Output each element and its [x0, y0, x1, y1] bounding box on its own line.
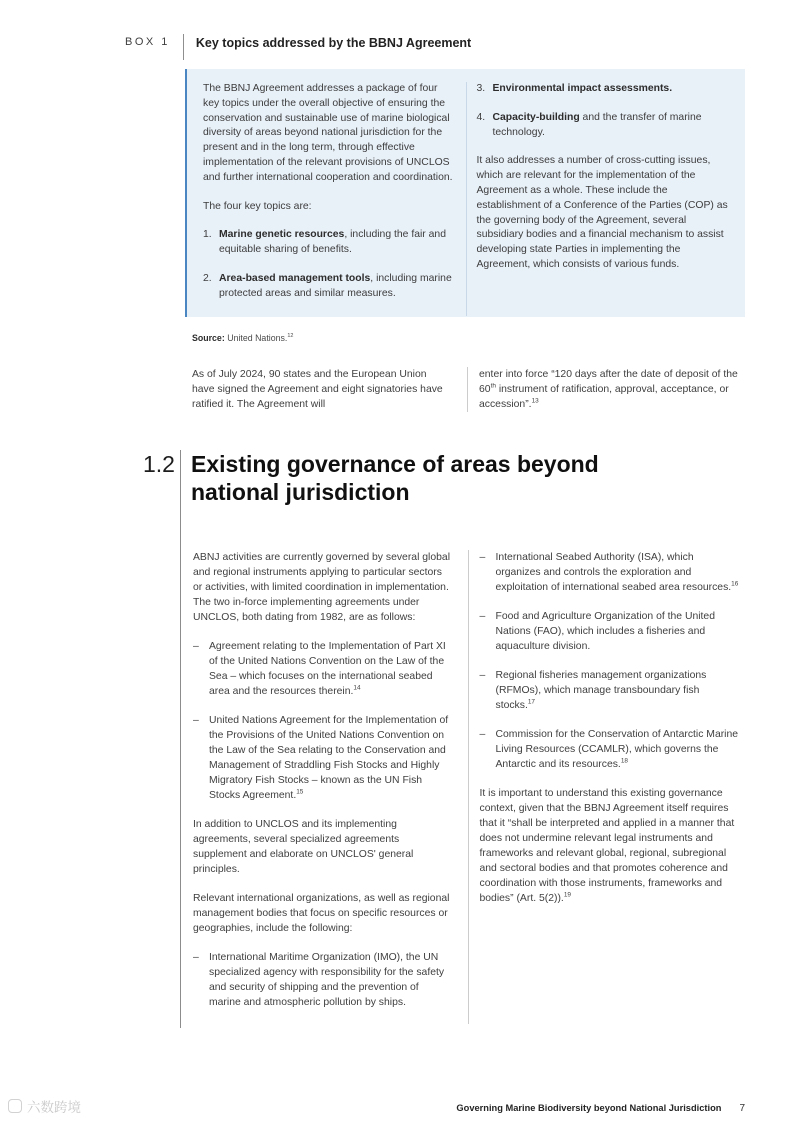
box1-left-column — [193, 82, 466, 316]
list-item-text — [209, 950, 452, 1010]
box1-header — [125, 0, 745, 60]
list-marker: – — [193, 714, 199, 726]
text-run: , including marine protected areas and similar measures. — [219, 272, 452, 299]
box1-header-divider — [183, 34, 184, 60]
reference-superscript: th — [490, 382, 496, 390]
dash-list-item — [480, 550, 742, 595]
box1-label: BOX 1 — [125, 36, 170, 48]
text-run: Regional fisheries management organizations (RFMOs), which manage transboundary fish stocks. — [495, 669, 707, 711]
bold-text: Marine genetic resources — [219, 229, 345, 241]
box1-title: Key topics addressed by the BBNJ Agreement — [195, 36, 472, 50]
bold-text: Capacity-building — [492, 111, 580, 123]
text-run: and the transfer of marine technology. — [492, 111, 702, 138]
reference-superscript: 14 — [353, 684, 361, 692]
text-run: International Seabed Authority (ISA), which organizes and controls the exploration and exploitation of international seabed area resources. — [495, 551, 732, 593]
page-footer — [456, 1103, 745, 1114]
list-marker: – — [193, 951, 199, 963]
reference-superscript: 15 — [296, 788, 304, 796]
section-body — [181, 550, 745, 1028]
box1-source — [192, 333, 745, 343]
status-left-column — [185, 367, 467, 412]
list-marker: – — [479, 610, 486, 622]
paragraph — [203, 200, 456, 215]
section-1-2 — [143, 450, 745, 1028]
list-item-text — [219, 272, 456, 302]
paragraph — [192, 367, 451, 412]
reference-superscript: 19 — [563, 891, 571, 899]
paragraph — [193, 550, 452, 625]
dash-list-item — [193, 639, 452, 699]
watermark — [8, 1096, 81, 1116]
list-marker: 1. — [203, 229, 212, 241]
dash-list-item — [193, 950, 452, 1010]
bold-text: Area-based management tools — [219, 272, 371, 284]
box1-right-column — [466, 82, 740, 316]
section-number: 1.2 — [143, 450, 175, 477]
list-marker: 3. — [476, 83, 486, 94]
list-item-text — [496, 550, 742, 595]
text-run: Relevant international organizations, as well as regional management bodies that focus on specific resources or geographies, include the following: — [193, 892, 450, 934]
text-run: The BBNJ Agreement addresses a package of four key topics under the overall objective of ensuring the conservation and sustainable use of marine biological diversity of areas beyond national jurisdiction for the present and in the long term, through effective implementation of the relevant provisions of UNCLOS and further international cooperation and coordination. — [203, 83, 453, 183]
text-run: As of July 2024, 90 states and the European Union have signed the Agreement and eight signatories have ratified it. The Agreement will — [192, 368, 443, 410]
page-number: 7 — [739, 1103, 745, 1114]
text-run: United Nations Agreement for the Implementation of the Provisions of the United Nations Convention on the Law of the Sea relating to the Conservation and Management of Straddling Fish Stocks and Highly Migratory Fish Stocks – known as the UN Fish Stocks Agreement. — [209, 714, 449, 801]
list-item-text — [496, 668, 742, 713]
list-item-text — [209, 713, 452, 803]
box1-panel — [185, 69, 745, 317]
list-marker: – — [193, 640, 199, 652]
footer-running-title: Governing Marine Biodiversity beyond National Jurisdiction — [456, 1103, 722, 1113]
list-item-text — [493, 82, 730, 97]
text-run: United Nations. — [224, 332, 288, 343]
text-run: ABNJ activities are currently governed by several global and regional instruments applying to particular sectors or activities, with limited coordination in implementation. The two in-force implementing agreements under UNCLOS, both dating from 1982, are as follows: — [193, 551, 451, 623]
list-marker: – — [479, 551, 486, 563]
bold-text: Environmental impact assessments. — [492, 83, 673, 94]
text-run: instrument of ratification, approval, acceptance, or accession”. — [479, 383, 729, 410]
paragraph — [479, 367, 745, 412]
text-run: In addition to UNCLOS and its implementing agreements, several specialized agreements supplement and elaborate on UNCLOS' general principles. — [193, 818, 414, 875]
dash-list-item — [193, 713, 452, 803]
numbered-list-item — [477, 111, 730, 141]
section-title: Existing governance of areas beyond national jurisdiction — [191, 450, 599, 505]
section-left-column — [181, 550, 468, 1024]
text-run: , including the fair and equitable sharing of benefits. — [219, 229, 446, 256]
list-marker: 2. — [203, 272, 212, 284]
numbered-list-item — [203, 272, 456, 302]
text-run: Food and Agriculture Organization of the United Nations (FAO), which includes a fisheries and aquaculture division. — [495, 610, 715, 652]
reference-superscript: 17 — [527, 698, 536, 706]
list-item-text — [493, 111, 730, 141]
watermark-text: 六数跨境 — [27, 1100, 81, 1115]
list-item-text — [496, 609, 742, 654]
text-run: The four key topics are: — [203, 200, 312, 212]
dash-list-item — [480, 609, 742, 654]
dash-list-item — [480, 727, 742, 772]
list-item-text — [496, 727, 742, 772]
watermark-logo-icon — [8, 1099, 22, 1113]
list-marker: 4. — [476, 111, 486, 123]
paragraph — [480, 786, 742, 906]
paragraph — [477, 154, 730, 272]
text-run: It is important to understand this existing governance context, given that the BBNJ Agreement itself requires that it “shall be interpreted and applied in a manner that does not undermine relevant legal instruments and frameworks and relevant global, regional, subregional and sectoral bodies and that promotes coherence and coordination with those instruments, frameworks and bodies” (Art. 5(2)). — [479, 787, 735, 904]
dash-list-item — [480, 668, 742, 713]
paragraph — [193, 817, 452, 877]
paragraph — [203, 82, 456, 186]
reference-superscript: 18 — [620, 757, 628, 765]
numbered-list-item — [477, 82, 730, 97]
reference-superscript: 16 — [731, 580, 739, 588]
ratification-status-paragraph — [185, 367, 745, 412]
section-right-column — [468, 550, 746, 1024]
reference-superscript: 12 — [287, 332, 294, 339]
text-run: Agreement relating to the Implementation of Part XI of the United Nations Convention on the Law of the Sea – which focuses on the international seabed area and the resources therein. — [209, 640, 446, 697]
text-run: enter into force “120 days after the date of deposit of the 60 — [479, 368, 738, 395]
bold-text: Source: — [192, 332, 225, 343]
list-marker: – — [479, 728, 486, 740]
paragraph — [193, 891, 452, 936]
text-run: Commission for the Conservation of Antarctic Marine Living Resources (CCAMLR), which governs the Antarctic and its resources. — [495, 728, 739, 770]
list-item-text — [209, 639, 452, 699]
numbered-list-item — [203, 228, 456, 258]
status-right-column — [467, 367, 745, 412]
reference-superscript: 13 — [531, 397, 539, 405]
list-item-text — [219, 228, 456, 258]
text-run: International Maritime Organization (IMO), the UN specialized agency with responsibility for the safety and security of shipping and the prevention of marine and atmospheric pollution by ships. — [209, 951, 445, 1008]
text-run: It also addresses a number of cross-cutting issues, which are relevant for the implementation of the Agreement as a whole. These include the establishment of a Conference of the Parties (COP) as the governing body of the Agreement, several subsidiary bodies and a financial mechanism to assist developing state Parties in implementing the Agreement, which consists of various funds. — [476, 155, 728, 270]
list-marker: – — [479, 669, 486, 681]
